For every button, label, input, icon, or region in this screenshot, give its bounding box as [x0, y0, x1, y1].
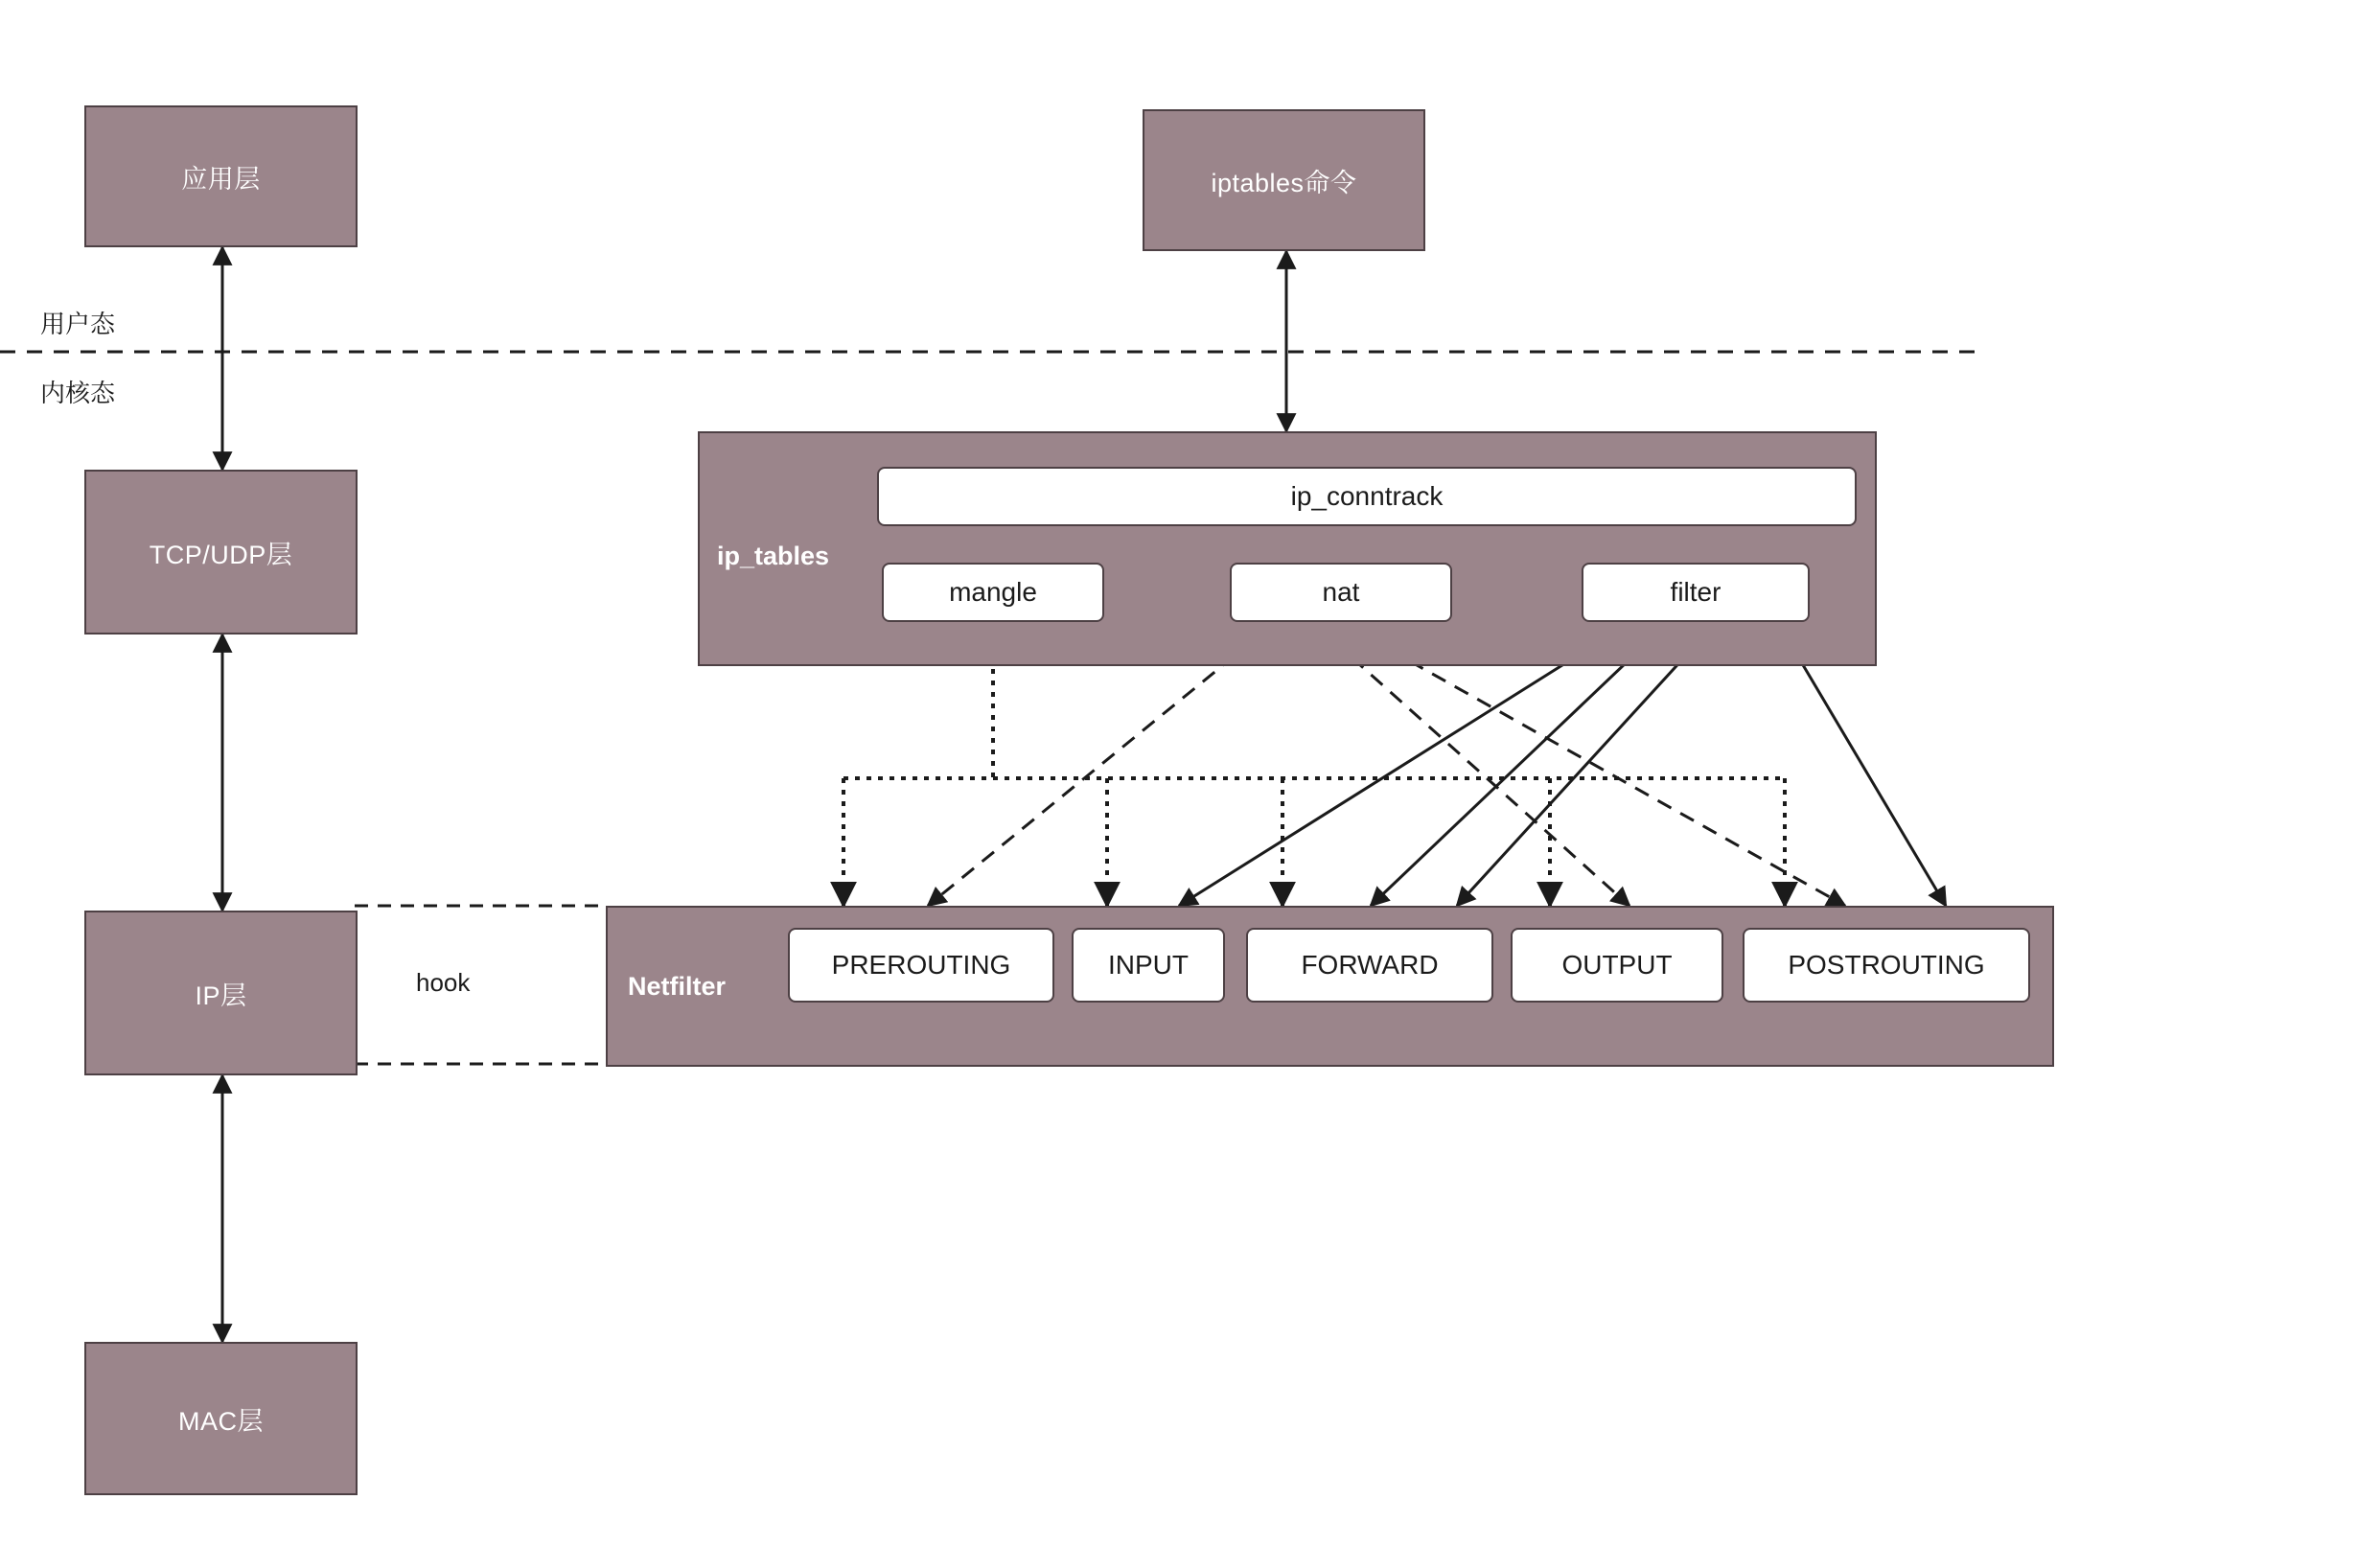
box-mangle-label: mangle	[949, 577, 1037, 607]
box-nat-label: nat	[1322, 577, 1360, 607]
node-app-layer-label: 应用层	[181, 164, 261, 194]
chain-output	[1511, 928, 1723, 1003]
node-mac-layer	[84, 1342, 358, 1495]
chain-forward	[1246, 928, 1493, 1003]
label-ip-tables: ip_tables	[717, 542, 830, 570]
chain-input-label: INPUT	[1108, 950, 1189, 980]
label-hook: hook	[416, 968, 471, 997]
node-ip-layer	[84, 911, 358, 1075]
label-user-mode: 用户态	[40, 310, 116, 338]
chain-forward-label: FORWARD	[1301, 950, 1439, 980]
label-netfilter: Netfilter	[628, 972, 727, 1001]
node-tcp-udp-layer	[84, 470, 358, 635]
label-kernel-mode: 内核态	[40, 379, 116, 407]
node-iptables-command	[1143, 109, 1425, 251]
node-tcp-udp-layer-label: TCP/UDP层	[149, 540, 293, 569]
chain-postrouting-label: POSTROUTING	[1788, 950, 1985, 980]
node-mac-layer-label: MAC层	[178, 1406, 264, 1436]
chain-postrouting	[1743, 928, 2030, 1003]
box-mangle	[882, 563, 1104, 622]
chain-prerouting	[788, 928, 1054, 1003]
box-filter-label: filter	[1670, 577, 1721, 607]
chain-prerouting-label: PREROUTING	[831, 950, 1011, 980]
chain-input	[1072, 928, 1225, 1003]
chain-output-label: OUTPUT	[1561, 950, 1673, 980]
box-ip-conntrack-label: ip_conntrack	[1290, 481, 1444, 511]
box-filter	[1582, 563, 1810, 622]
node-iptables-command-label: iptables命令	[1211, 168, 1357, 197]
box-nat	[1230, 563, 1452, 622]
node-ip-layer-label: IP层	[195, 981, 247, 1010]
box-ip-conntrack	[877, 467, 1857, 526]
node-app-layer	[84, 105, 358, 247]
